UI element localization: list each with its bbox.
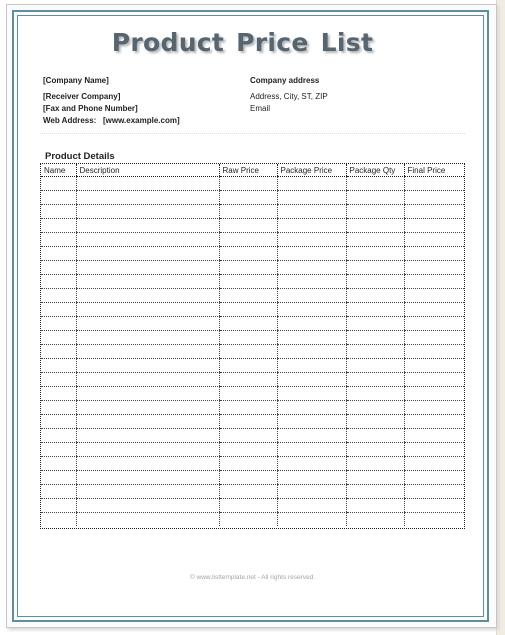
product-details-heading: Product Details [45, 151, 115, 162]
table-cell[interactable] [219, 359, 277, 373]
table-cell[interactable] [277, 233, 346, 247]
table-cell[interactable] [277, 485, 346, 499]
table-row [41, 191, 464, 205]
table-cell[interactable] [76, 247, 219, 261]
table-cell[interactable] [277, 499, 346, 513]
table-cell[interactable] [76, 513, 219, 527]
table-cell[interactable] [41, 219, 76, 233]
table-cell[interactable] [346, 485, 404, 499]
table-cell[interactable] [41, 485, 76, 499]
table-cell[interactable] [41, 247, 76, 261]
table-cell[interactable] [41, 499, 76, 513]
table-cell[interactable] [346, 331, 404, 345]
table-row [41, 513, 464, 527]
table-row [41, 457, 464, 471]
table-row [41, 359, 464, 373]
table-header-row [41, 164, 464, 177]
email-label: Email [250, 104, 271, 113]
table-cell[interactable] [277, 191, 346, 205]
table-cell[interactable] [219, 331, 277, 345]
table-cell[interactable] [404, 247, 464, 261]
table-row [41, 289, 464, 303]
table-cell[interactable] [76, 219, 219, 233]
table-cell[interactable] [76, 401, 219, 415]
table-cell[interactable] [404, 429, 464, 443]
table-cell[interactable] [76, 373, 219, 387]
table-cell[interactable] [76, 331, 219, 345]
table-cell[interactable] [41, 191, 76, 205]
table-cell[interactable] [41, 415, 76, 429]
table-cell[interactable] [346, 205, 404, 219]
table-row [41, 345, 464, 359]
table-cell[interactable] [346, 317, 404, 331]
table-cell[interactable] [346, 233, 404, 247]
table-cell[interactable] [346, 387, 404, 401]
table-cell[interactable] [41, 345, 76, 359]
table-row [41, 205, 464, 219]
table-cell[interactable] [277, 359, 346, 373]
table-cell[interactable] [346, 429, 404, 443]
sender-block [43, 75, 180, 127]
table-cell[interactable] [76, 499, 219, 513]
table-cell[interactable] [219, 499, 277, 513]
table-cell[interactable] [41, 359, 76, 373]
price-table [41, 164, 464, 526]
table-cell[interactable] [41, 387, 76, 401]
table-cell[interactable] [219, 443, 277, 457]
table-row [41, 387, 464, 401]
column-header-final-price: Final Price [404, 164, 464, 177]
table-cell[interactable] [219, 429, 277, 443]
table-cell[interactable] [404, 233, 464, 247]
table-row [41, 471, 464, 485]
table-cell[interactable] [346, 499, 404, 513]
web-address-label: Web Address: [43, 116, 97, 125]
fax-phone: [Fax and Phone Number] [43, 104, 138, 113]
receiver-company: [Receiver Company] [43, 92, 121, 101]
table-cell[interactable] [277, 345, 346, 359]
table-cell[interactable] [277, 331, 346, 345]
address-line: Address, City, ST, ZIP [250, 92, 328, 101]
table-cell[interactable] [346, 443, 404, 457]
table-cell[interactable] [41, 331, 76, 345]
table-cell[interactable] [219, 261, 277, 275]
column-header-package-price: Package Price [277, 164, 346, 177]
table-cell[interactable] [404, 275, 464, 289]
table-cell[interactable] [219, 345, 277, 359]
table-cell[interactable] [219, 289, 277, 303]
table-cell[interactable] [41, 429, 76, 443]
table-cell[interactable] [219, 471, 277, 485]
table-row [41, 443, 464, 457]
table-cell[interactable] [219, 317, 277, 331]
table-cell[interactable] [346, 401, 404, 415]
table-row [41, 415, 464, 429]
document-title: Product Price List [111, 28, 374, 57]
table-cell[interactable] [346, 177, 404, 191]
table-cell[interactable] [41, 261, 76, 275]
table-cell[interactable] [41, 471, 76, 485]
table-cell[interactable] [277, 247, 346, 261]
table-cell[interactable] [219, 303, 277, 317]
table-cell[interactable] [76, 191, 219, 205]
table-cell[interactable] [404, 387, 464, 401]
table-cell[interactable] [76, 303, 219, 317]
table-cell[interactable] [76, 205, 219, 219]
table-cell[interactable] [76, 485, 219, 499]
table-cell[interactable] [404, 485, 464, 499]
table-row [41, 177, 464, 191]
column-header-package-qty: Package Qty [346, 164, 404, 177]
table-cell[interactable] [404, 499, 464, 513]
table-cell[interactable] [277, 177, 346, 191]
table-cell[interactable] [346, 359, 404, 373]
table-cell[interactable] [219, 233, 277, 247]
table-cell[interactable] [404, 457, 464, 471]
table-cell[interactable] [76, 261, 219, 275]
table-cell[interactable] [404, 513, 464, 527]
table-cell[interactable] [404, 331, 464, 345]
table-cell[interactable] [76, 359, 219, 373]
table-cell[interactable] [277, 401, 346, 415]
address-block [250, 75, 328, 115]
table-row [41, 429, 464, 443]
table-cell[interactable] [404, 205, 464, 219]
table-row [41, 499, 464, 513]
table-cell[interactable] [41, 513, 76, 527]
table-cell[interactable] [219, 373, 277, 387]
table-cell[interactable] [277, 219, 346, 233]
table-cell[interactable] [404, 317, 464, 331]
company-name: [Company Name] [43, 76, 109, 85]
table-cell[interactable] [219, 219, 277, 233]
table-cell[interactable] [404, 359, 464, 373]
table-row [41, 373, 464, 387]
section-divider [40, 133, 465, 134]
table-cell[interactable] [219, 401, 277, 415]
copyright-footer: © www.listtemplate.net - All rights reserved. [189, 574, 316, 581]
table-cell[interactable] [404, 471, 464, 485]
table-cell[interactable] [404, 191, 464, 205]
table-cell[interactable] [277, 415, 346, 429]
table-cell[interactable] [219, 191, 277, 205]
table-cell[interactable] [346, 513, 404, 527]
table-cell[interactable] [76, 317, 219, 331]
table-cell[interactable] [277, 471, 346, 485]
table-cell[interactable] [346, 219, 404, 233]
table-cell[interactable] [277, 205, 346, 219]
table-cell[interactable] [219, 457, 277, 471]
web-address-value: [www.example.com] [103, 116, 180, 125]
table-cell[interactable] [76, 429, 219, 443]
table-cell[interactable] [76, 289, 219, 303]
table-row [41, 485, 464, 499]
table-cell[interactable] [76, 275, 219, 289]
table-cell[interactable] [277, 289, 346, 303]
table-cell[interactable] [277, 317, 346, 331]
table-cell[interactable] [41, 275, 76, 289]
table-cell[interactable] [41, 373, 76, 387]
table-cell[interactable] [277, 261, 346, 275]
table-cell[interactable] [404, 261, 464, 275]
table-cell[interactable] [219, 275, 277, 289]
company-address-label: Company address [250, 76, 320, 85]
table-cell[interactable] [404, 401, 464, 415]
table-cell[interactable] [277, 275, 346, 289]
table-cell[interactable] [404, 415, 464, 429]
table-cell[interactable] [76, 387, 219, 401]
table-cell[interactable] [219, 387, 277, 401]
table-cell[interactable] [277, 513, 346, 527]
table-cell[interactable] [346, 303, 404, 317]
table-cell[interactable] [277, 443, 346, 457]
table-cell[interactable] [346, 191, 404, 205]
table-cell[interactable] [277, 457, 346, 471]
product-details-table [40, 163, 465, 529]
table-body [41, 177, 464, 527]
table-cell[interactable] [76, 471, 219, 485]
table-cell[interactable] [219, 247, 277, 261]
table-cell[interactable] [404, 177, 464, 191]
table-cell[interactable] [277, 373, 346, 387]
column-header-raw-price: Raw Price [219, 164, 277, 177]
table-cell[interactable] [76, 415, 219, 429]
table-cell[interactable] [76, 177, 219, 191]
table-cell[interactable] [219, 513, 277, 527]
table-cell[interactable] [346, 247, 404, 261]
table-cell[interactable] [76, 233, 219, 247]
table-cell[interactable] [41, 457, 76, 471]
page-edge [496, 0, 505, 635]
table-cell[interactable] [219, 177, 277, 191]
column-header-name: Name [41, 164, 76, 177]
table-cell[interactable] [404, 219, 464, 233]
table-row [41, 317, 464, 331]
table-cell[interactable] [219, 205, 277, 219]
web-address [43, 115, 180, 127]
table-cell[interactable] [404, 289, 464, 303]
table-cell[interactable] [41, 401, 76, 415]
table-cell[interactable] [346, 261, 404, 275]
table-cell[interactable] [404, 373, 464, 387]
table-cell[interactable] [41, 443, 76, 457]
table-row [41, 219, 464, 233]
table-cell[interactable] [346, 275, 404, 289]
table-cell[interactable] [404, 443, 464, 457]
table-row [41, 247, 464, 261]
table-cell[interactable] [41, 233, 76, 247]
table-cell[interactable] [404, 345, 464, 359]
table-cell[interactable] [346, 415, 404, 429]
table-cell[interactable] [346, 345, 404, 359]
table-cell[interactable] [76, 345, 219, 359]
table-cell[interactable] [346, 457, 404, 471]
table-cell[interactable] [76, 457, 219, 471]
table-cell[interactable] [76, 443, 219, 457]
table-row [41, 401, 464, 415]
column-header-description: Description [76, 164, 219, 177]
table-row [41, 275, 464, 289]
table-cell[interactable] [277, 303, 346, 317]
table-cell[interactable] [346, 373, 404, 387]
table-cell[interactable] [346, 471, 404, 485]
table-cell[interactable] [41, 303, 76, 317]
table-cell[interactable] [41, 289, 76, 303]
table-row [41, 331, 464, 345]
table-row [41, 233, 464, 247]
table-cell[interactable] [219, 485, 277, 499]
table-cell[interactable] [41, 177, 76, 191]
table-cell[interactable] [277, 429, 346, 443]
table-row [41, 303, 464, 317]
table-cell[interactable] [346, 289, 404, 303]
table-cell[interactable] [41, 205, 76, 219]
table-cell[interactable] [219, 415, 277, 429]
table-cell[interactable] [277, 387, 346, 401]
table-cell[interactable] [404, 303, 464, 317]
table-cell[interactable] [41, 317, 76, 331]
table-row [41, 261, 464, 275]
